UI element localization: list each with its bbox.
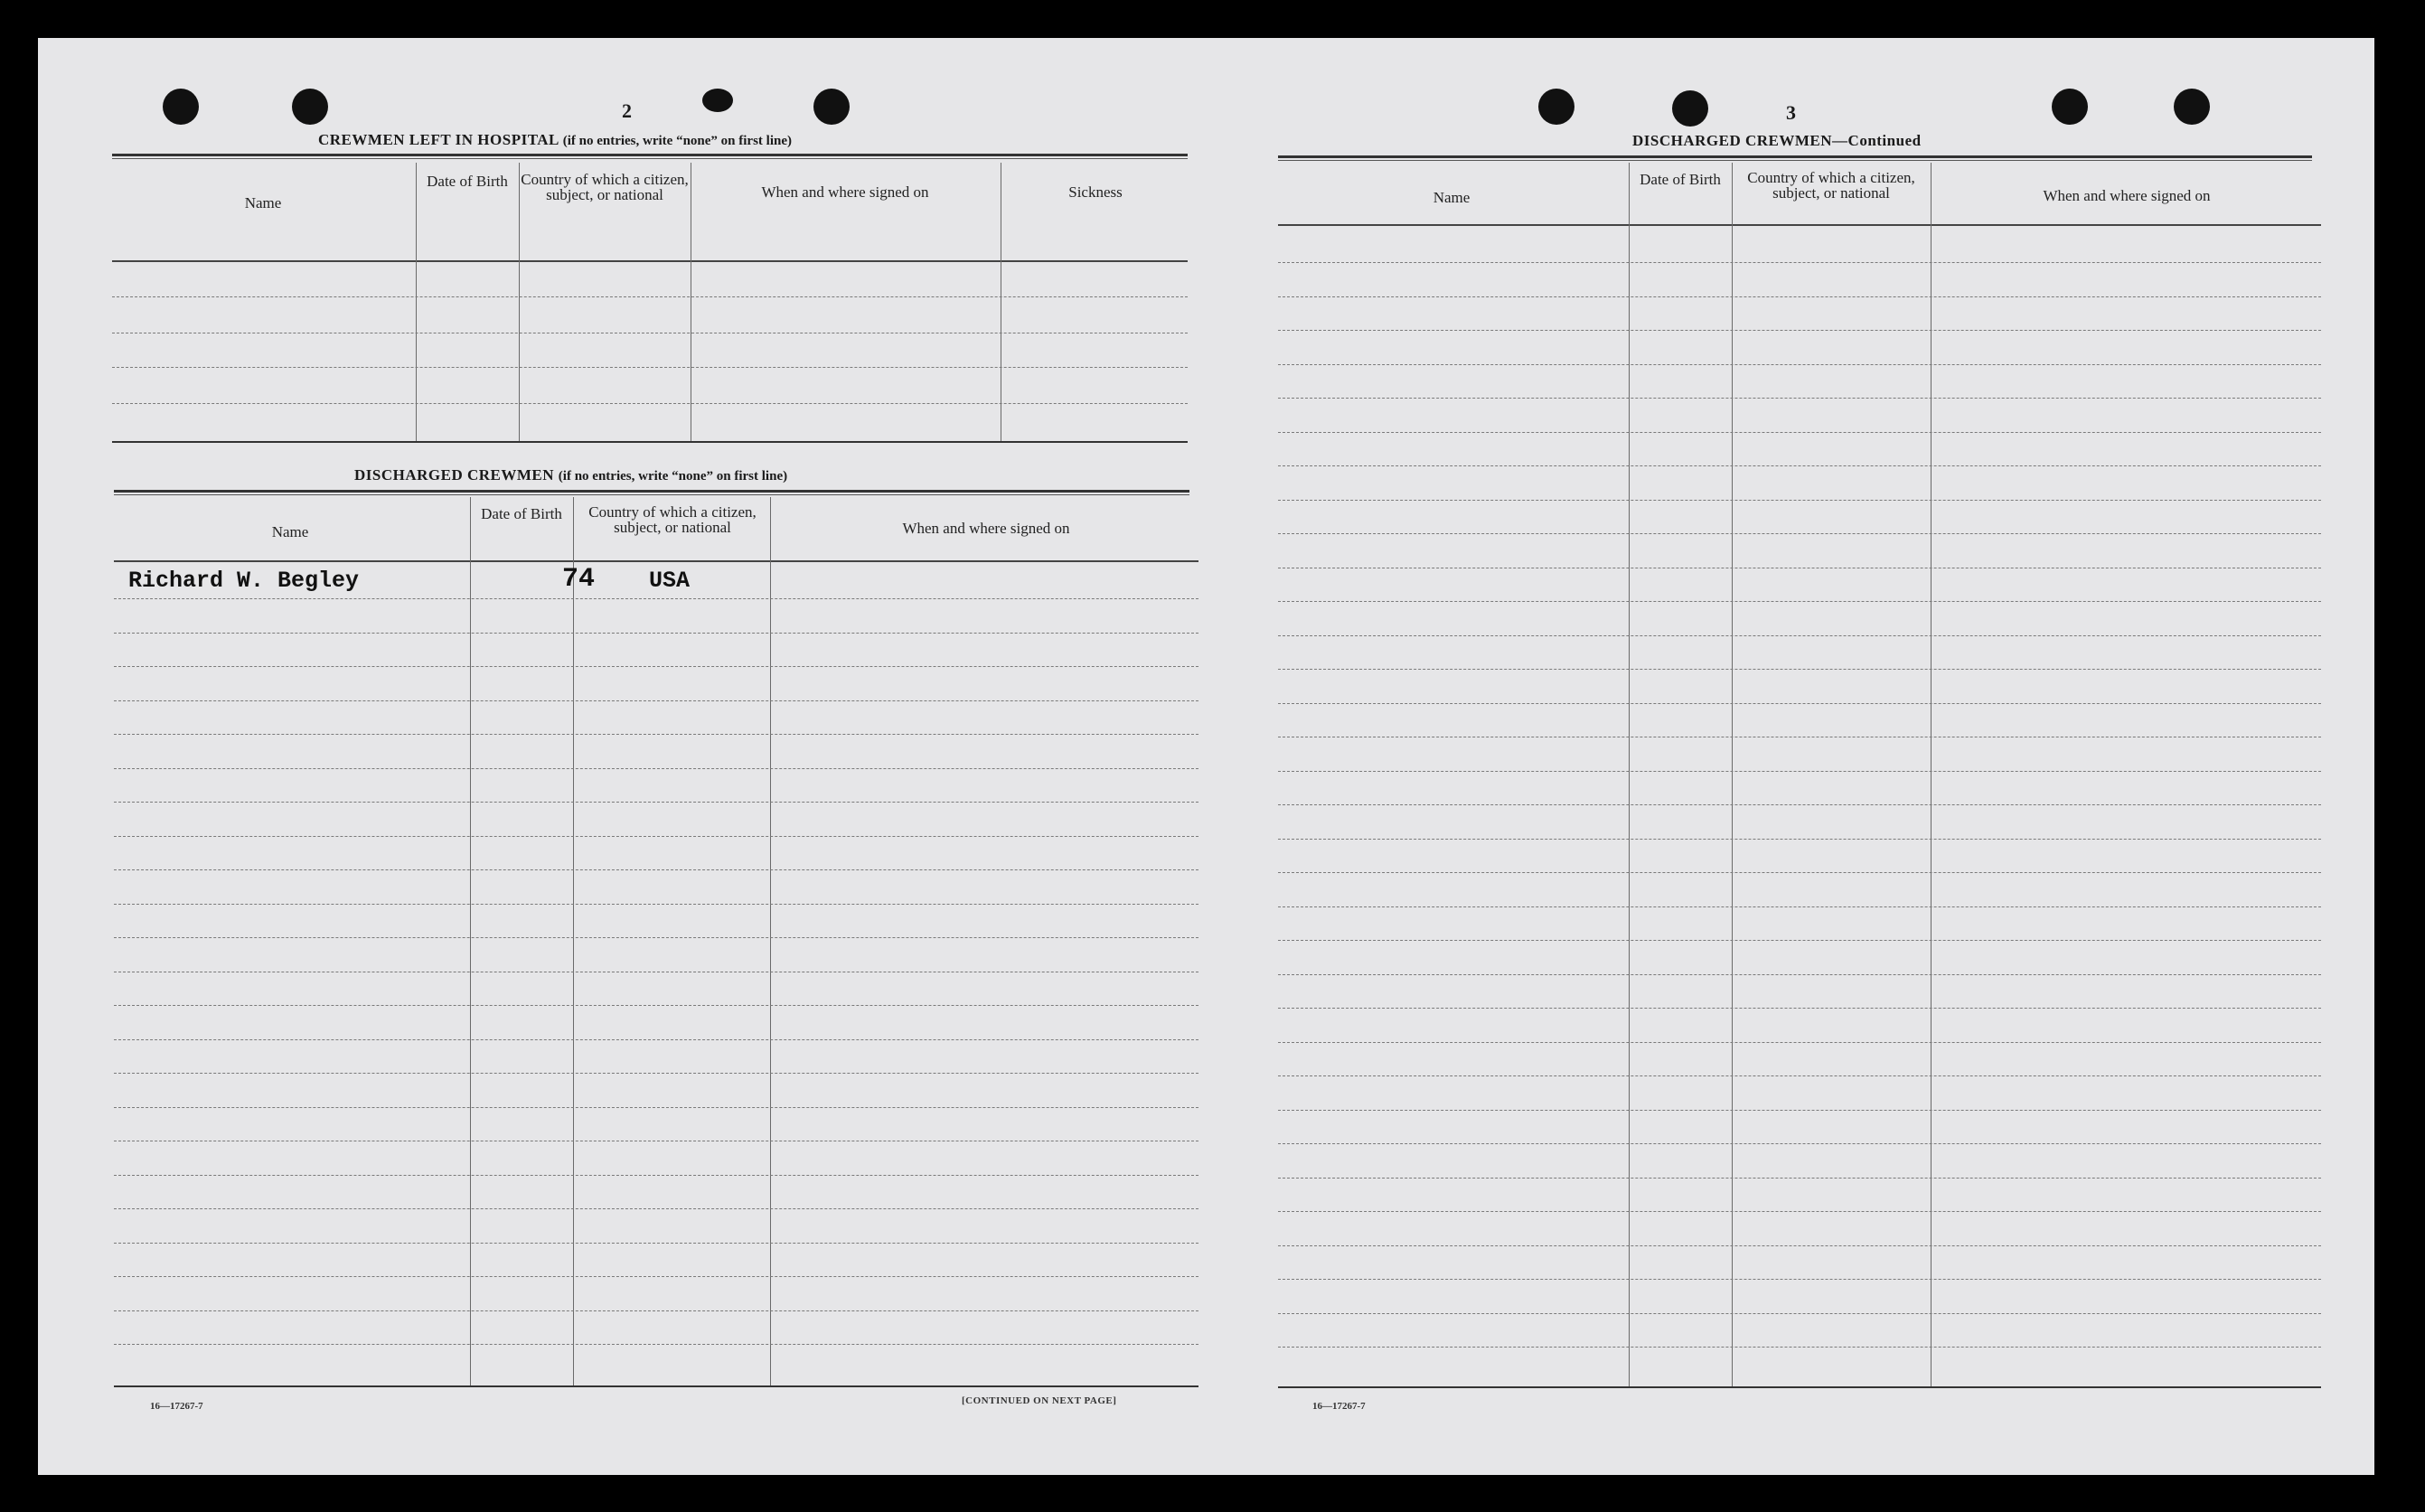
hospital-top-rule bbox=[112, 154, 1188, 159]
col-header-signed-on: When and where signed on bbox=[2043, 187, 2211, 204]
table-row[interactable] bbox=[1278, 364, 2321, 365]
col-header-signed-on: When and where signed on bbox=[761, 183, 929, 201]
table-row[interactable] bbox=[114, 869, 1198, 870]
punch-hole bbox=[813, 89, 850, 125]
punch-hole bbox=[1672, 90, 1708, 127]
col-header-signed-on: When and where signed on bbox=[902, 520, 1070, 537]
header-rule bbox=[112, 260, 1188, 262]
crewman-country[interactable]: USA bbox=[649, 568, 691, 594]
table-row[interactable] bbox=[1278, 601, 2321, 602]
table-bottom-rule bbox=[1278, 1386, 2321, 1388]
hospital-section-title bbox=[318, 131, 792, 149]
table-row[interactable] bbox=[114, 768, 1198, 769]
table-row[interactable] bbox=[1278, 703, 2321, 704]
discharged-continued-table bbox=[1278, 163, 2321, 1388]
table-row[interactable] bbox=[112, 367, 1188, 368]
hospital-table bbox=[112, 163, 1188, 443]
table-row[interactable] bbox=[1278, 398, 2321, 399]
discharged-section-title bbox=[354, 466, 787, 484]
table-row[interactable] bbox=[1278, 1110, 2321, 1111]
table-row[interactable] bbox=[114, 1310, 1198, 1311]
table-row[interactable] bbox=[1278, 500, 2321, 501]
col-header-sickness: Sickness bbox=[1068, 183, 1123, 201]
crewman-name[interactable]: Richard W. Begley bbox=[128, 568, 360, 594]
table-row[interactable] bbox=[1278, 1008, 2321, 1009]
table-row[interactable] bbox=[1278, 296, 2321, 297]
table-row[interactable] bbox=[1278, 974, 2321, 975]
table-row[interactable] bbox=[1278, 635, 2321, 636]
table-row[interactable] bbox=[114, 937, 1198, 938]
punch-hole bbox=[292, 89, 328, 125]
table-row[interactable] bbox=[1278, 906, 2321, 907]
table-bottom-rule bbox=[114, 1385, 1198, 1387]
page-number-right: 3 bbox=[1786, 101, 1796, 124]
table-row[interactable] bbox=[114, 1175, 1198, 1176]
form-code: 16—17267-7 bbox=[150, 1401, 203, 1412]
crewman-date-of-birth[interactable]: 74 bbox=[562, 564, 596, 595]
punch-hole bbox=[2052, 89, 2088, 125]
header-rule bbox=[1278, 224, 2321, 226]
col-header-country: Country of which a citizen, subject, or national bbox=[521, 171, 689, 203]
col-header-country: Country of which a citizen, subject, or national bbox=[588, 503, 757, 536]
col-header-name: Name bbox=[1433, 189, 1471, 206]
table-row[interactable] bbox=[1278, 940, 2321, 941]
discharged-continued-top-rule bbox=[1278, 155, 2312, 161]
table-row[interactable] bbox=[114, 700, 1198, 701]
table-row[interactable] bbox=[114, 802, 1198, 803]
table-row[interactable] bbox=[1278, 1245, 2321, 1246]
table-row[interactable] bbox=[1278, 1042, 2321, 1043]
form-code: 16—17267-7 bbox=[1312, 1401, 1366, 1412]
table-row[interactable] bbox=[1278, 465, 2321, 466]
table-row[interactable] bbox=[1278, 1313, 2321, 1314]
punch-hole bbox=[702, 89, 733, 112]
table-row[interactable] bbox=[114, 1005, 1198, 1006]
table-row[interactable] bbox=[112, 296, 1188, 297]
header-rule bbox=[114, 560, 1198, 562]
table-row[interactable] bbox=[114, 904, 1198, 905]
page-number-left: 2 bbox=[622, 99, 632, 122]
table-row[interactable] bbox=[1278, 839, 2321, 840]
punch-hole bbox=[163, 89, 199, 125]
table-row[interactable] bbox=[1278, 533, 2321, 534]
table-row[interactable] bbox=[114, 598, 1198, 599]
table-row[interactable] bbox=[1278, 1347, 2321, 1348]
table-row[interactable] bbox=[112, 403, 1188, 404]
table-row[interactable] bbox=[114, 1073, 1198, 1074]
table-row[interactable] bbox=[1278, 432, 2321, 433]
discharged-continued-title: DISCHARGED CREWMEN—Continued bbox=[1632, 132, 1922, 149]
table-row[interactable] bbox=[114, 633, 1198, 634]
table-row[interactable] bbox=[1278, 1075, 2321, 1076]
column-divider bbox=[1732, 163, 1733, 1388]
table-row[interactable] bbox=[114, 1039, 1198, 1040]
punch-hole bbox=[1538, 89, 1574, 125]
col-header-dob: Date of Birth bbox=[481, 505, 562, 522]
table-row[interactable] bbox=[114, 836, 1198, 837]
column-divider bbox=[1629, 163, 1630, 1388]
col-header-name: Name bbox=[244, 194, 282, 211]
table-row[interactable] bbox=[1278, 1211, 2321, 1212]
table-row[interactable] bbox=[1278, 262, 2321, 263]
col-header-country: Country of which a citizen, subject, or national bbox=[1747, 169, 1915, 202]
discharged-table bbox=[114, 497, 1198, 1387]
column-divider bbox=[519, 163, 520, 443]
col-header-name: Name bbox=[271, 523, 309, 540]
punch-hole bbox=[2174, 89, 2210, 125]
table-row[interactable] bbox=[114, 1208, 1198, 1209]
table-row[interactable] bbox=[1278, 1143, 2321, 1144]
col-header-dob: Date of Birth bbox=[1640, 171, 1721, 188]
table-row[interactable] bbox=[1278, 330, 2321, 331]
form-sheet bbox=[38, 38, 2374, 1475]
table-row[interactable] bbox=[1278, 771, 2321, 772]
hospital-title-text: CREWMEN LEFT IN HOSPITAL bbox=[318, 131, 559, 148]
column-divider bbox=[470, 497, 471, 1387]
discharged-top-rule bbox=[114, 490, 1189, 495]
table-row[interactable] bbox=[114, 666, 1198, 667]
column-divider bbox=[1931, 163, 1932, 1388]
column-divider bbox=[770, 497, 771, 1387]
discharged-title-text: DISCHARGED CREWMEN bbox=[354, 466, 555, 484]
col-header-dob: Date of Birth bbox=[427, 173, 508, 190]
column-divider bbox=[573, 497, 574, 1387]
hospital-title-note: (if no entries, write “none” on first line) bbox=[562, 134, 792, 148]
continued-note: [CONTINUED ON NEXT PAGE] bbox=[962, 1395, 1117, 1406]
table-row[interactable] bbox=[1278, 1279, 2321, 1280]
table-row[interactable] bbox=[1278, 804, 2321, 805]
table-row[interactable] bbox=[1278, 669, 2321, 670]
column-divider bbox=[416, 163, 417, 443]
table-bottom-rule bbox=[112, 441, 1188, 443]
table-row[interactable] bbox=[114, 1107, 1198, 1108]
table-row[interactable] bbox=[1278, 1178, 2321, 1179]
table-row[interactable] bbox=[1278, 872, 2321, 873]
discharged-title-note: (if no entries, write “none” on first line) bbox=[558, 469, 788, 484]
table-row[interactable] bbox=[114, 1243, 1198, 1244]
table-row[interactable] bbox=[114, 734, 1198, 735]
table-row[interactable] bbox=[114, 1344, 1198, 1345]
table-row[interactable] bbox=[114, 1276, 1198, 1277]
